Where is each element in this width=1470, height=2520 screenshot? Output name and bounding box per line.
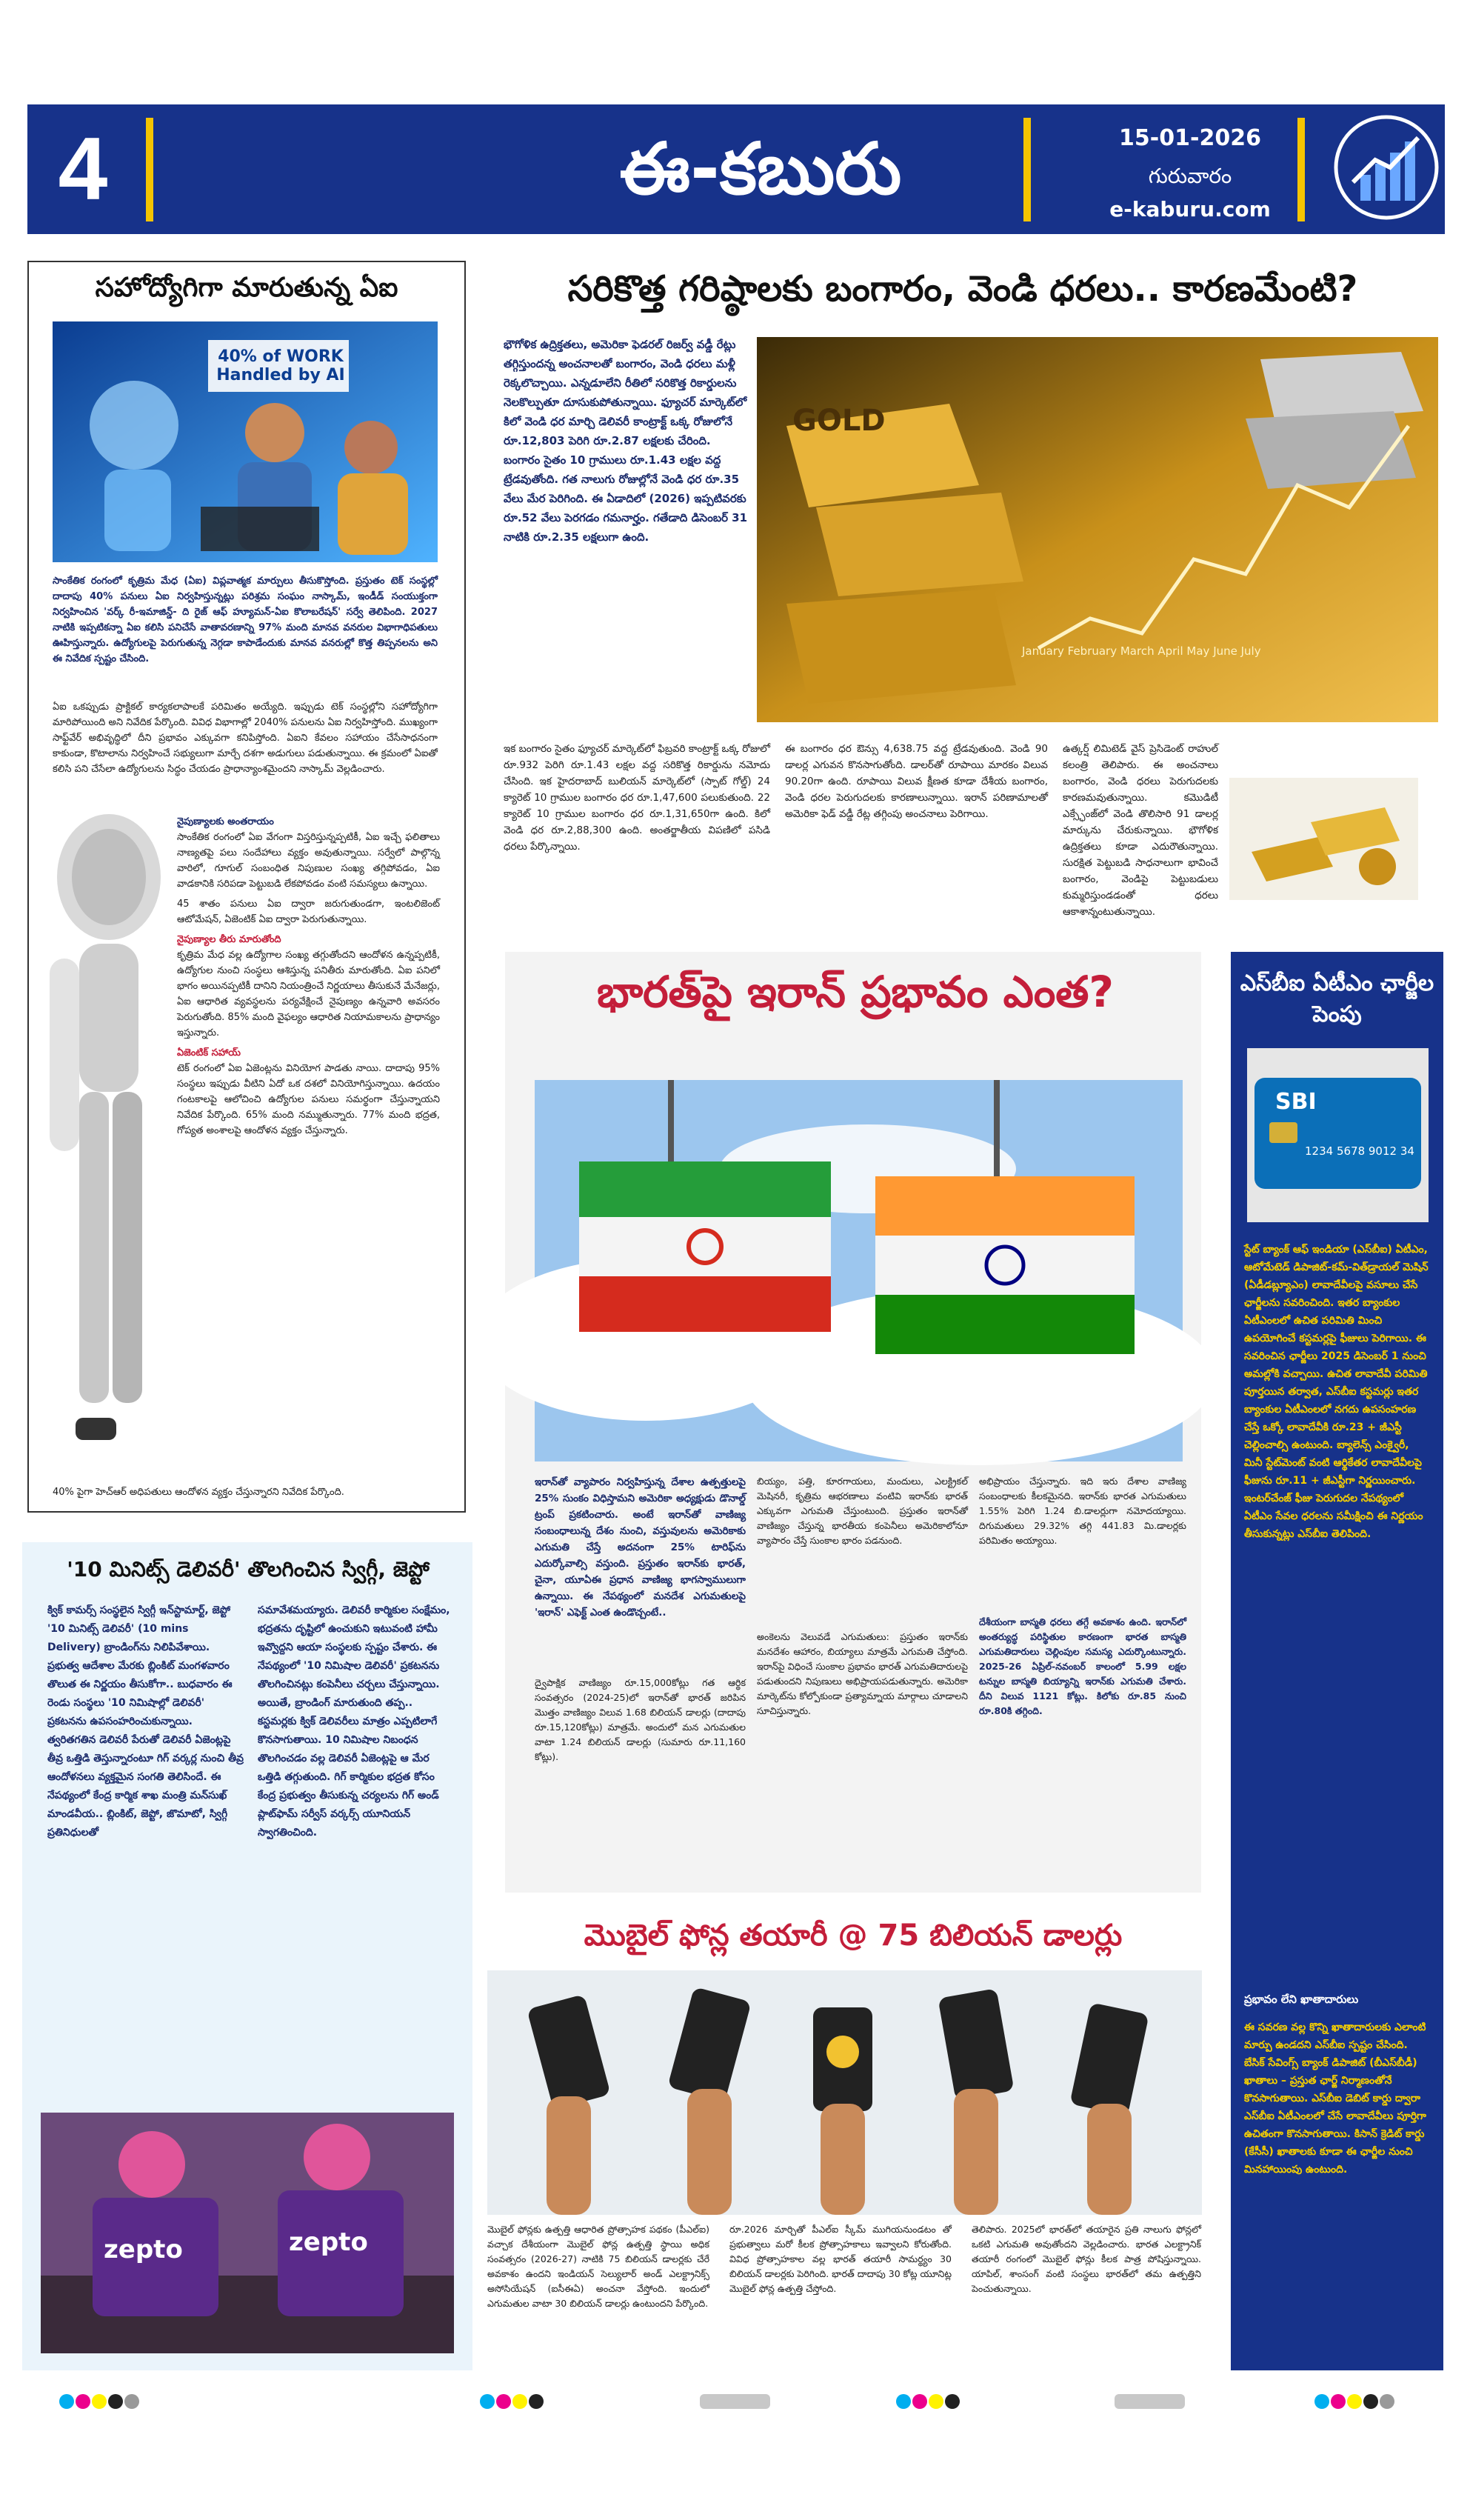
ai-subheading-agentic: ఏజెంటిక్ సహాయ్ — [177, 1047, 241, 1059]
iran-col2: బియ్యం, పత్తి, కూరగాయలు, మందులు, ఎలక్ట్రికల్ మెషినరీ, కృత్రిమ ఆభరణాలు వంటివి ఇరాన్‌కు భారత్ ఎక్కువగా ఎగుమతి చేస్తుంటుంది. ప్రస్తుతం ఇరాన్‌తో వాణిజ్యం చేస్తున్న భారతీయ కంపెనీలు అమెరికాలోనూ వ్యాపారం చేస్తే సుంకాల భారం పడనుంది. — [757, 1476, 968, 1546]
ai-headline: సహోద్యోగిగా మారుతున్న ఏఐ — [95, 273, 398, 303]
sbi-headline: ఎస్‌బీఐ ఏటీఎం ఛార్జీల పెంపు — [1240, 970, 1434, 1027]
minutes-col1: క్విక్ కామర్స్ సంస్థలైన స్విగ్గీ ఇన్‌స్టామార్ట్, జెప్టో '10 మినిట్స్ డెలివరీ' (10 mins Delivery) బ్రాండింగ్‌ను నిలిపివేశాయి. ప్రభుత్వ ఆదేశాల మేరకు బ్లింకిట్ మంగళవారం తొలుత ఈ నిర్ణయం తీసుకోగా.. బుధవారం ఈ రెండు సంస్థలు '10 నిమిషాల్లో డెలివరీ' ప్రకటనను ఉపసంహరించుకున్నాయి. త్వరితగతిన డెలివరీ పేరుతో డెలివరీ ఏజెంట్లపై తీవ్ర ఒత్తిడి తెస్తున్నారంటూ గిగ్ వర్కర్ల నుంచి తీవ్ర ఆందోళనలు వ్యక్తమైన సంగతి తెలిసిందే. ఈ నేపథ్యంలో కేంద్ర కార్మిక శాఖ మంత్రి మన్‌సుఖ్ మాండవీయ.. బ్లింకిట్, జెప్టో, జొమాటో, స్విగ్గీ ప్రతినిధులతో — [47, 1604, 244, 1839]
iran-headline: భారత్‌పై ఇరాన్ ప్రభావం ఎంత? — [596, 967, 1115, 1017]
robot-image — [35, 810, 168, 1477]
sbi-subheading: ప్రభావం లేని ఖాతాదారులు — [1244, 1993, 1359, 2006]
masthead-divider — [146, 118, 153, 221]
iran-col3: అభిప్రాయం చేస్తున్నారు. ఇది ఇరు దేశాల వాణిజ్య సంబంధాలకు కీలకమైనది. ఇరాన్‌కు భారత ఎగుమతులు 1.55% పెరిగి 1.24 బి.డాలర్లుగా నమోదయ్యాయి. దిగుమతులు 29.32% తగ్గి 441.83 మి.డాలర్లకు పరిమితం అయ్యాయి. — [979, 1476, 1186, 1546]
gold-col1: ఇక బంగారం సైతం ఫ్యూచర్ మార్కెట్‌లో ఫిబ్రవరి కాంట్రాక్ట్ ఒక్క రోజులో రూ.932 పెరిగి రూ.1.43 లక్షల వద్ద సరికొత్త రికార్డును నమోదు చేసింది. ఇక హైదరాబాద్ బులియన్ మార్కెట్‌లో (స్పాట్ గోల్డ్) 24 క్యారెట్ 10 గ్రాముల బంగారం ధర రూ.1,47,600 పలుకుతుంది. 22 క్యారెట్ 10 గ్రాముల బంగారం ధర రూ.1,31,650గా ఉంది. కిలో వెండి ధర రూ.2,88,300 ఉంది. అంతర్జాతీయ విపణిలో పసిడి ధరలు పేర్కొన్నాయి. — [504, 743, 770, 853]
masthead-divider — [1023, 118, 1031, 221]
minutes-headline: '10 మినిట్స్ డెలివరీ' తొలగించిన స్విగ్గీ, జెప్టో — [67, 1557, 430, 1581]
color-registration-mark — [1314, 2394, 1396, 2412]
ai-para4: కృత్రిమ మేధ వల్ల ఉద్యోగాల సంఖ్య తగ్గుతోందని ఆందోళన ఉన్నప్పటికీ, ఉద్యోగుల నుంచి సంస్థలు ఆశిస్తున్న పనితీరు మారుతోంది. ఏఐ పనిలో భాగం అయినప్పటికీ దానిని నియంత్రించే నిర్ణయాలు తీసుకునే మేనేజర్లు, ఏఐ ఆధారిత వ్యవస్థలను పర్యవేక్షించే నైపుణ్యం ఉన్నవారి అవసరం పెరుగుతోంది. 85% మంది వైఫల్యం ఆధారిత నియామకాలను ప్రాధాన్యం ఇస్తున్నారు. — [177, 950, 440, 1039]
issue-day: గురువారం — [1148, 164, 1232, 188]
brand-title: ఈ-కబురు — [619, 127, 902, 210]
ai-para1: ఏఐ ఒకప్పుడు ప్రాక్టికల్ కార్యకలాపాలకే పరిమితం అయ్యేది. ఇప్పుడు టెక్ సంస్థల్లోని సహోద్యోగిగా మారిపోయింది అని నివేదిక పేర్కొంది. వివిధ విభాగాల్లో 2040% పనులను ఏఐ నిర్వహిస్తోంది. ముఖ్యంగా సాఫ్ట్‌వేర్ అభివృద్ధిలో దీని ప్రభావం ఎక్కువగా కనిపిస్తోంది. ఏఐని కేవలం సహాయం చేసేసాధనంగా కాకుండా, కొటాలాను నిర్వహించే సభ్యులుగా మార్చే దశగా అడుగులు పడుతున్నాయి. ఈ క్రమంలో ఏఐతో కలిసి పని చేసేలా ఉద్యోగులను సిద్ధం చేయడం ప్రాధాన్యాంశమైందని నాస్కామ్ వెల్లడించారు. — [53, 701, 438, 775]
ai-lead: సాంకేతిక రంగంలో కృత్రిమ మేధ (ఏఐ) విప్లవాత్మక మార్పులు తీసుకొస్తోంది. ప్రస్తుతం టెక్ సంస్థల్లో దాదాపు 40% పనులు ఏఐ నిర్వహిస్తున్నట్లు పరిశ్రమ సంఘం నాస్కామ్, ఇండీడ్ సంయుక్తంగా నిర్వహించిన 'వర్క్ రీ-ఇమాజిన్డ్- ది రైజ్ ఆఫ్ హ్యూమన్-ఏఐ కొలాబరేషన్' సర్వే తెలిపింది. 2027 నాటికి ఇప్పటికన్నా ఏఐ కలిసి పనిచేసే వాతావరణాన్ని 97% మంది మానవ వనరుల విభాగాధిపతులు ఊహిస్తున్నారు. ఉద్యోగులపై పెరుగుతున్న నెగ్గడా కాపాడేందుకు మానవ వనరుల్లో కొత్త తిప్పనలను అని ఈ నివేదిక స్పష్టం చేసింది. — [53, 576, 438, 664]
masthead-divider — [1297, 118, 1305, 221]
gold-small-image — [1229, 778, 1418, 900]
ai-subheading-change: నైపుణ్యాల తీరు మారుతోంది — [177, 934, 281, 945]
iran-col1b: ద్వైపాక్షిక వాణిజ్యం రూ.15,000కోట్లు గత ఆర్థిక సంవత్సరం (2024-25)లో ఇరాన్‌తో భారత్ జరిపిన మొత్తం వాణిజ్యం విలువ 1.68 బిలియన్ డాలర్లు (దాదాపు రూ.15,120కోట్లు) మాత్రమే. అందులో మన ఎగుమతుల వాటా 1.24 బిలియన్ డాలర్లు (సుమారు రూ.11,160 కోట్లు). — [535, 1677, 746, 1762]
iran-col1: ఇరాన్‌తో వ్యాపారం నిర్వహిస్తున్న దేశాల ఉత్పత్తులపై 25% సుంకం విధిస్తామని అమెరికా అధ్యక్షుడు డొనాల్డ్ ట్రంప్ ప్రకటించారు. అంటే ఇరాన్‌తో వాణిజ్య సంబంధాలున్న దేశం నుంచి, వస్తువులను అమెరికాకు ఎగుమతి చేస్తే అదనంగా 25% టారిఫ్‌ను ఎదుర్కోవాల్సి వస్తుంది. ప్రస్తుతం ఇరాన్‌కు భారత్, చైనా, యూఏఈ ప్రధాన వాణిజ్య భాగస్వాములుగా ఉన్నాయి. ఈ నేపథ్యంలో మనదేశ ఎగుమతులపై 'ఇరాన్' ఎఫెక్ట్ ఎంత ఉండొచ్చంటే.. — [535, 1476, 746, 1619]
ai-para3: 45 శాతం పనులు ఏఐ ద్వారా జరుగుతుండగా, ఇంటలిజెంట్ ఆటోమేషన్, ఏజెంటిక్ ఏఐ ద్వారా పెరుగుతున్నాయి. — [177, 899, 440, 925]
gold-chart-months: January February March April May June July — [1022, 644, 1261, 658]
sbi-card-logo: SBI — [1275, 1089, 1317, 1115]
mobile-col2: రూ.2026 మార్చితో పీఎల్ఐ స్కీమ్ ముగియనుండటం తో ప్రభుత్వాలు మరో కీలక ప్రోత్సాహకాలు ఇవ్వాలని కోరుతోంది. వివిధ ప్రోత్సాహకాల వల్ల భారత్ తయారీ సామర్థ్యం 30 బిలియన్ డాలర్లకు పెరిగింది. భారత్ దాదాపు 30 కోట్ల యూనిట్ల మొబైల్ ఫోన్ల ఉత్పత్తి చేస్తోంది. — [729, 2224, 952, 2294]
gold-image-text: GOLD — [792, 404, 886, 438]
gold-headline: సరికొత్త గరిష్ఠాలకు బంగారం, వెండి ధరలు.. కారణమేంటి? — [567, 268, 1358, 310]
ai-image-caption: 40% of WORK Handled by AI — [216, 347, 345, 384]
gold-lead: భౌగోళిక ఉద్రిక్తతలు, అమెరికా ఫెడరల్ రిజర్వ్ వడ్డీ రేట్లు తగ్గిస్తుందన్న అంచనాలతో బంగారం, వెండి ధరలు మళ్లీ రెక్కలొచ్చాయి. ఎన్నడూలేని రీతిలో సరికొత్త రికార్డులను నెలకొల్పుతూ దూసుకుపోతున్నాయి. ఫ్యూచర్ మార్కెట్‌లో కిలో వెండి ధర మార్చి డెలివరీ కాంట్రాక్ట్ ఒక్క రోజులోనే రూ.12,803 పెరిగి రూ.2.87 లక్షలకు చేరింది. బంగారం సైతం 10 గ్రాములు రూ.1.43 లక్షల వద్ద ట్రేడవుతోంది. గత నాలుగు రోజుల్లోనే వెండి ధర రూ.35 వేలు మేర పెరిగింది. ఈ ఏడాదిలో (2026) ఇప్పటివరకు రూ.52 వేలు పెరగడం గమనార్హం. గతేడాది డిసెంబర్ 31 నాటికి రూ.2.35 లక్షలుగా ఉంది. — [504, 338, 748, 544]
zepto-bag-text: zepto — [104, 2235, 183, 2264]
ai-para2: సాంకేతిక రంగంలో ఏఐ వేగంగా విస్తరిస్తున్నప్పటికీ, ఏఐ ఇచ్చే ఫలితాలు నాణ్యతపై పలు సందేహాలు వ్యక్తం అవుతున్నాయి. సర్వేలో పాల్గొన్న వారిలో, గూగుల్ సంబంధిత నిపుణుల సంఖ్య తగ్గిపోవడం, ఏఐ వాడకానికి సరిపడా పెట్టుబడి లేకపోవడం వంటి సమస్యలు ఉన్నాయి. — [177, 832, 440, 890]
page-number: 4 — [58, 119, 108, 219]
sbi-body: స్టేట్ బ్యాంక్ ఆఫ్ ఇండియా (ఎస్‌బీఐ) ఏటీఎం, ఆటోమేటెడ్ డిపాజిట్-కమ్-విత్‌డ్రాయల్ మెషిన్ (ఏడీడబ్ల్యూఎం) లావాదేవీలపై వసూలు చేసే ఛార్జీలను సవరించింది. ఇతర బ్యాంకుల ఏటీఎంలలో ఉచిత పరిమితి మించి ఉపయోగించే కస్టమర్లపై ఫీజులు పెరిగాయి. ఈ సవరించిన ఛార్జీలు 2025 డిసెంబర్ 1 నుంచి అమల్లోకి వచ్చాయి. ఉచిత లావాదేవీ పరిమితి పూర్తయిన తర్వాత, ఎస్‌బీఐ కస్టమర్లు ఇతర బ్యాంకుల ఏటీఎంలలో నగదు ఉపసంహరణ చేస్తే ఒక్కో లావాదేవీకి రూ.23 + జీఎస్టీ చెల్లించాల్సి ఉంటుంది. బ్యాలెన్స్ ఎంక్వైరీ, మినీ స్టేట్‌మెంట్ వంటి ఆర్థికేతర లావాదేవీలపై ఫీజును రూ.11 + జీఎస్టీగా నిర్ణయించారు. ఇంటర్‌చేంజ్ ఫీజు పెరుగుదల నేపథ్యంలో ఏటీఎం సేవల ధరలను సమీక్షించి ఈ నిర్ణయం తీసుకున్నట్లు ఎస్‌బీఐ తెలిపింది. — [1244, 1244, 1429, 1540]
gray-registration-bar — [700, 2394, 770, 2409]
iran-col2b: అంకెలను వెలువడే ఎగుమతులు: ప్రస్తుతం ఇరాన్‌కు మనదేశం ఆహారం, బియ్యాలు మాత్రమే ఎగుమతి చేస్తోంది. ఇరాన్‌పై విధించే సుంకాల ప్రభావం భారత్ ఎగుమతిదారులపై పడుతుందని నిపుణులు అభిప్రాయపడుతున్నారు. అమెరికా మార్కెట్‌ను కోల్పోకుండా ప్రత్యామ్నాయ మార్గాలు చూడాలని సూచిస్తున్నారు. — [757, 1631, 968, 1716]
ai-para1-cont — [177, 814, 440, 1139]
minutes-col2: సమావేశమయ్యారు. డెలివరీ కార్మికుల సంక్షేమం, భద్రతను దృష్టిలో ఉంచుకుని ఇటువంటి హామీ ఇవ్వొద్దని ఆయా సంస్థలకు స్పష్టం చేశారు. ఈ నేపథ్యంలో '10 నిమిషాల డెలివరీ' ప్రకటనను తొలగించినట్లు కంపెనీలు చర్చలు చేస్తున్నాయి. అయితే, బ్రాండింగ్ మారుతుంది తప్ప.. కస్టమర్లకు క్విక్ డెలివరీలు మాత్రం ఎప్పటిలాగే కొనసాగుతాయి. 10 నిమిషాల నిబంధన తొలగించడం వల్ల డెలివరీ ఏజెంట్లపై ఆ మేర ఒత్తిడి తగ్గుతుంది. గిగ్ కార్మికుల భద్రత కోసం కేంద్ర ప్రభుత్వం తీసుకున్న చర్యలను గిగ్ అండ్ ప్లాట్‌ఫామ్ సర్వీస్ వర్కర్స్ యూనియన్ స్వాగతించింది. — [258, 1604, 450, 1839]
color-registration-mark — [480, 2394, 545, 2412]
mobile-col3: తెలిపారు. 2025లో భారత్‌లో తయారైన ప్రతి నాలుగు ఫోన్లలో ఒకటి ఎగుమతి అవుతోందని వెల్లడించారు. భారత ఎలక్ట్రానిక్ తయారీ రంగంలో మొబైల్ ఫోన్లు కీలక పాత్ర పోషిస్తున్నాయి. యాపిల్, శాంసంగ్ వంటి సంస్థలు భారత్‌లో తమ ఉత్పత్తిని పెంచుతున్నాయి. — [972, 2224, 1201, 2294]
debit-card-image — [1247, 1048, 1429, 1222]
gold-col2: ఈ బంగారం ధర ఔన్సు 4,638.75 వద్ద ట్రేడవుతుంది. వెండి 90 డాలర్ల ఎగువన కొనసాగుతోంది. డాలర్‌తో రూపాయి మారకం విలువ 90.20గా ఉంది. రూపాయి విలువ క్షీణత కూడా దేశీయ బంగారం, వెండి ధరల పెరుగుదలకు కారణాలున్నాయి. ఇరాన్ పరిణామాలతో అమెరికా ఫెడ్ వడ్డీ రేట్ల తగ్గింపు అంచనాలు పెరిగాయి. — [785, 743, 1048, 820]
chart-logo-icon — [1331, 112, 1442, 223]
ai-story — [27, 261, 466, 1513]
gold-bars-image — [757, 337, 1438, 722]
minutes-story — [22, 1542, 472, 2370]
site-url[interactable]: e-kaburu.com — [1109, 197, 1271, 221]
masthead — [27, 104, 1445, 234]
ai-closing: 40% పైగా హెచ్‌ఆర్ అధిపతులు ఆందోళన వ్యక్తం చేస్తున్నారని నివేదిక పేర్కొంది. — [53, 1487, 344, 1498]
mobile-col1: మొబైల్ ఫోన్లకు ఉత్పత్తి ఆధారిత ప్రోత్సాహక పథకం (పీఎల్ఐ) వచ్చాక దేశీయంగా మొబైల్ ఫోన్ల ఉత్పత్తి స్థాయి అధిక సంవత్సరం (2026-27) నాటికి 75 బిలియన్ డాలర్లకు చేరే అవకాశం ఉందని ఇండియన్ సెల్యులార్ అండ్ ఎలక్ట్రానిక్స్ అసోసియేషన్ (ఐసీఈఏ) అంచనా వేస్తోంది. ఇందులో ఎగుమతుల వాటా 30 బిలియన్ డాలర్లు ఉంటుందని పేర్కొంది. — [487, 2224, 709, 2309]
iran-col3b: దేశీయంగా బాస్మతి ధరలు తగ్గే అవకాశం ఉంది. ఇరాన్‌లో అంతర్యుద్ధ పరిస్థితుల కారణంగా భారత బాస్మతి ఎగుమతిదారులు చెల్లింపుల సమస్య ఎదుర్కొంటున్నారు. 2025-26 ఏప్రిల్-నవంబర్ కాలంలో 5.99 లక్షల టన్నుల బాస్మతి బియ్యాన్ని ఇరాన్‌కు ఎగుమతి చేశారు. దీని విలువ 1121 కోట్లు. కిలోకు రూ.85 నుంచి రూ.80కి తగ్గింది. — [979, 1616, 1186, 1716]
zepto-bag-text-2: zepto — [289, 2227, 368, 2257]
ai-subheading-skills: నైపుణ్యాలకు అంతరాయం — [177, 816, 274, 827]
color-registration-mark — [59, 2394, 141, 2412]
sbi-body2: ఈ సవరణ వల్ల కొన్ని ఖాతాదారులకు ఎలాంటి మార్పు ఉండదని ఎస్‌బీఐ స్పష్టం చేసింది. బేసిక్ సేవింగ్స్ బ్యాంక్ డిపాజిట్ (బీఎస్‌బీడీ) ఖాతాలు – ప్రస్తుత ఛార్జ్ నిర్మాణంతోనే కొనసాగుతాయి. ఎస్‌బీఐ డెబిట్ కార్డు ద్వారా ఎస్‌బీఐ ఏటీఎంలలో చేసే లావాదేవీలు పూర్తిగా ఉచితంగా కొనసాగుతాయి. కిసాన్ క్రెడిట్ కార్డు (కేసీసీ) ఖాతాలకు కూడా ఈ ఛార్జీల నుంచి మినహాయింపు ఉంటుంది. — [1244, 2021, 1426, 2176]
sbi-story — [1231, 952, 1443, 2370]
gray-registration-bar — [1115, 2394, 1185, 2409]
issue-date: 15-01-2026 — [1119, 125, 1261, 151]
gold-col3: ఉత్కర్ష్ లిమిటెడ్ వైస్ ప్రెసిడెంట్ రాహుల్ కలంత్రి తెలిపారు. ఈ అంచనాలు బంగారం, వెండి ధరలు పెరుగుదలకు కారణమవుతున్నాయి. కమొడిటీ ఎక్స్ఛేంజ్‌లో వెండి తొలిసారి 91 డాలర్ల మార్కును చేరుకున్నాయి. భౌగోళిక ఉద్రిక్తతలు కూడా ఎదురౌతున్నాయి. సురక్షిత పెట్టుబడి సాధనాలుగా భావించే బంగారం, వెండిపై పెట్టుబడులు కుమ్మరిస్తుండడంతో ధరలు ఆకాశాన్నంటుతున్నాయి. — [1063, 743, 1218, 918]
ai-para5: టెక్ రంగంలో ఏఐ ఏజెంట్లను వినియోగ పాడతు నాయి. దాదాపు 95% సంస్థలు ఇప్పుడు వీటిని ఏదో ఒక దశలో వినియోగిస్తున్నాయి. ఉదయం గంటకాలపై ఆలోచించి ఉద్యోగుల పనులు సమర్థంగా చేస్తున్నాయని నివేదిక పేర్కొంది. 65% మంది నమ్ముతున్నారు. 77% మంది భద్రత, గోప్యత అంశాలపై ఆందోళన వ్యక్తం చేస్తున్నారు. — [177, 1063, 440, 1136]
mobile-headline: మొబైల్ ఫోన్ల తయారీ @ 75 బిలియన్ డాలర్లు — [584, 1919, 1123, 1953]
color-registration-mark — [896, 2394, 961, 2412]
mobile-phones-image — [487, 1970, 1202, 2215]
containers-image — [535, 1080, 1183, 1461]
sbi-card-number: 1234 5678 9012 34 — [1305, 1144, 1414, 1158]
